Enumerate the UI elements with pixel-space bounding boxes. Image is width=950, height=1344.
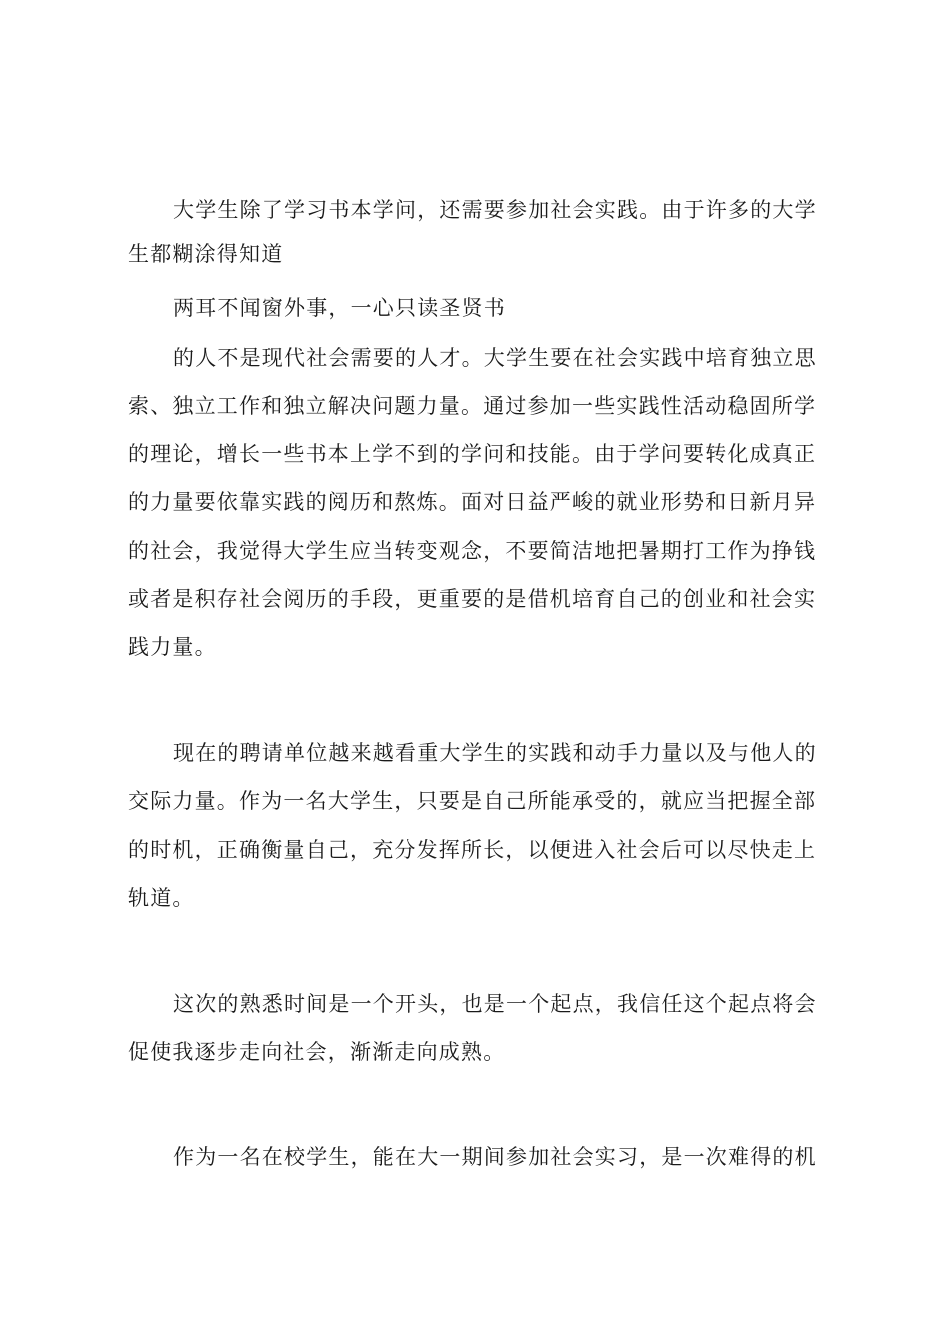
paragraph-line: 的力量要依靠实践的阅历和熬炼。面对日益严峻的就业形势和日新月异	[128, 490, 817, 514]
paragraph-line: 生都糊涂得知道	[128, 242, 284, 266]
paragraph-line: 大学生除了学习书本学问，还需要参加社会实践。由于许多的大学	[173, 198, 817, 222]
paragraph-line: 轨道。	[128, 886, 195, 910]
paragraph-line: 这次的熟悉时间是一个开头，也是一个起点，我信任这个起点将会	[173, 992, 817, 1016]
paragraph-line: 索、独立工作和独立解决问题力量。通过参加一些实践性活动稳固所学	[128, 394, 817, 418]
paragraph-line: 促使我逐步走向社会，渐渐走向成熟。	[128, 1040, 506, 1064]
paragraph-line: 的理论，增长一些书本上学不到的学问和技能。由于学问要转化成真正	[128, 442, 817, 466]
paragraph-line: 现在的聘请单位越来越看重大学生的实践和动手力量以及与他人的	[173, 741, 817, 765]
paragraph-line: 或者是积存社会阅历的手段，更重要的是借机培育自己的创业和社会实	[128, 587, 817, 611]
paragraph-line: 的社会，我觉得大学生应当转变观念，不要简洁地把暑期打工作为挣钱	[128, 539, 817, 563]
paragraph-line: 交际力量。作为一名大学生，只要是自己所能承受的，就应当把握全部	[128, 789, 817, 813]
paragraph-line: 的时机，正确衡量自己，充分发挥所长，以便进入社会后可以尽快走上	[128, 838, 817, 862]
paragraph-line: 作为一名在校学生，能在大一期间参加社会实习，是一次难得的机	[173, 1145, 817, 1169]
paragraph-line: 的人不是现代社会需要的人才。大学生要在社会实践中培育独立思	[173, 346, 817, 370]
quote-line: 两耳不闻窗外事，一心只读圣贤书	[173, 296, 506, 320]
paragraph-line: 践力量。	[128, 635, 217, 659]
